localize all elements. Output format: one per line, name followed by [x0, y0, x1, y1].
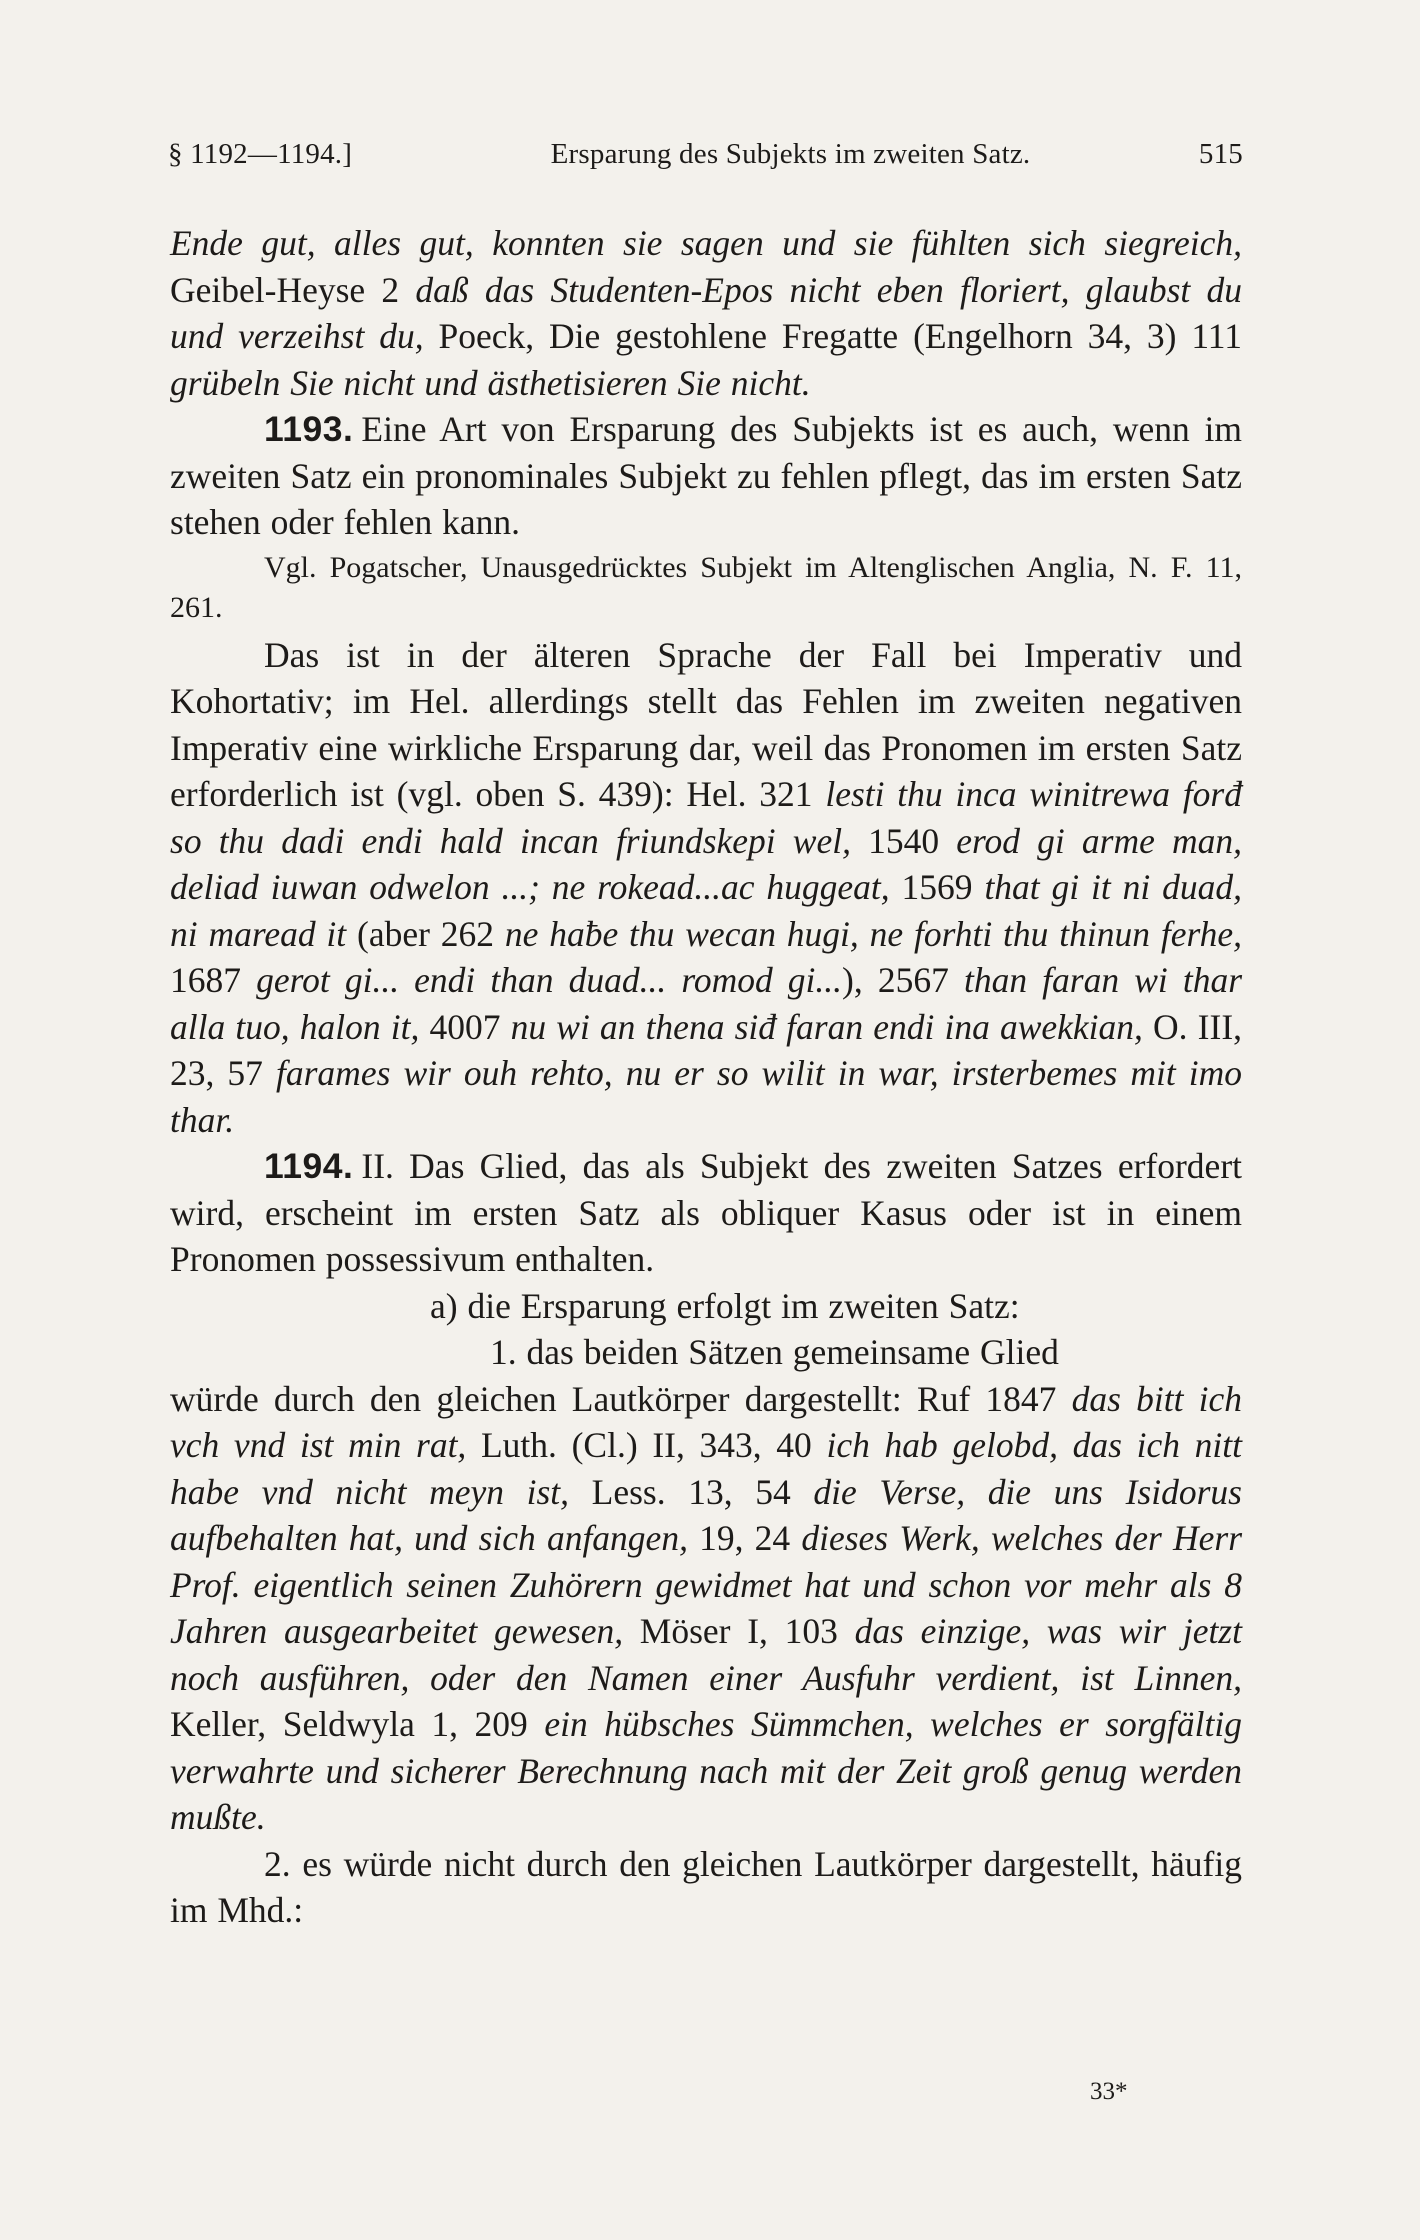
- reference-note: Vgl. Pogatscher, Unausgedrücktes Subjekt im Altenglischen Anglia, N. F. 11, 261.: [170, 550, 1242, 624]
- example-quote: ich hab gelobd, das ich nitt habe vnd nicht meyn ist,: [170, 1425, 1242, 1512]
- example-quote: das einzige, was wir jetzt noch ausführen, oder den Namen einer Ausfuhr verdient, ist Linnen,: [170, 1611, 1242, 1698]
- citation: Less. 13, 54: [569, 1471, 814, 1512]
- citation: Keller, Seldwyla 1, 209: [170, 1704, 545, 1744]
- example-quote: ne haƀe thu wecan hugi, ne forhti thu thinun ferhe,: [504, 913, 1243, 954]
- body-text: [170, 220, 1242, 1934]
- example-quote: than faran wi thar alla tuo, halon it,: [170, 960, 1243, 1047]
- citation: Poeck, Die gestohlene Fregatte (Engelhorn 34, 3) 111: [423, 316, 1242, 356]
- paragraph-examples: [170, 1376, 1242, 1841]
- section-1193: [170, 406, 1242, 546]
- paragraph-heliand: [170, 632, 1242, 1144]
- page-number: 515: [1198, 138, 1243, 170]
- citation: 19, 24: [687, 1518, 802, 1558]
- example-quote: lesti thu inca winitrewa forđ so thu dadi endi hald incan friundskepi wel,: [170, 774, 1242, 861]
- section-number: 1194.: [264, 1146, 354, 1186]
- citation: Geibel-Heyse 2: [170, 269, 416, 310]
- paragraph-continuation: [170, 220, 1242, 406]
- subheading-2: 2. es würde nicht durch den gleichen Lautkörper dargestellt, häufig im Mhd.:: [170, 1843, 1242, 1930]
- chapter-title: Ersparung des Subjekts im zweiten Satz.: [550, 138, 1031, 170]
- text-run: Das ist in der älteren Sprache der Fall bei Imperativ und Kohortativ; im Hel. allerdings stellt das Fehlen im zweiten negativen Imperativ eine wirkliche Ersparung dar, weil das Pronomen im ersten Satz erforderlich ist (vgl. oben S. 439): Hel. 321: [170, 634, 1242, 814]
- citation: Möser I, 103: [623, 1611, 855, 1651]
- citation: (aber 262: [346, 913, 505, 954]
- subheading-1: 1. das beiden Sätzen gemeinsame Glied: [490, 1332, 1059, 1372]
- example-quote: erod gi arme man, deliad iuwan odwelon ...; ne rokead...ac huggeat,: [170, 820, 1242, 907]
- example-quote: das bitt ich vch vnd ist min rat,: [170, 1378, 1242, 1465]
- citation: O. III, 23, 57: [170, 1006, 1243, 1093]
- citation: 1687: [170, 960, 257, 1000]
- citation: 1569: [889, 867, 985, 907]
- running-head: [168, 138, 1243, 171]
- citation: 4007: [419, 1006, 511, 1047]
- example-quote: that gi it ni duad, ni maread it: [170, 867, 1242, 954]
- text-run: würde durch den gleichen Lautkörper dargestellt: Ruf 1847: [170, 1378, 1072, 1419]
- example-quote: daß das Studenten-Epos nicht eben floriert, glaubst du und verzeihst du,: [170, 269, 1242, 356]
- section-range: § 1192—1194.]: [168, 138, 353, 170]
- subheading-a: a) die Ersparung erfolgt im zweiten Satz:: [430, 1285, 1020, 1326]
- example-quote: gerot gi... endi than duad... romod gi...: [256, 960, 843, 1000]
- example-quote: nu wi an thena siđ faran endi ina awekkian,: [510, 1006, 1143, 1047]
- example-quote: farames wir ouh rehto, nu er so wilit in war, irsterbemes mit imo thar.: [170, 1053, 1243, 1140]
- example-quote: ein hübsches Sümmchen, welches er sorgfältig verwahrte und sicherer Berechnung nach mit der Zeit groß genug werden mußte.: [170, 1704, 1242, 1837]
- citation: Luth. (Cl.) II, 343, 40: [466, 1425, 827, 1465]
- section-1194: [170, 1143, 1242, 1283]
- section-text: II. Das Glied, das als Subjekt des zweiten Satzes erfordert wird, erscheint im ersten Satz als obliquer Kasus oder ist in einem Pronomen possessivum enthalten.: [170, 1146, 1242, 1279]
- example-quote: die Verse, die uns Isidorus aufbehalten hat, und sich anfangen,: [170, 1471, 1242, 1558]
- section-number: 1193.: [264, 409, 354, 449]
- signature-mark: 33*: [1090, 2078, 1128, 2105]
- example-quote: dieses Werk, welches der Herr Prof. eigentlich seinen Zuhörern gewidmet hat und schon vor mehr als 8 Jahren ausgearbeitet gewesen,: [170, 1518, 1243, 1651]
- citation: ), 2567: [842, 960, 964, 1000]
- example-quote: grübeln Sie nicht und ästhetisieren Sie nicht.: [170, 362, 811, 403]
- example-quote: Ende gut, alles gut, konnten sie sagen und sie fühlten sich siegreich,: [170, 223, 1242, 263]
- citation: 1540: [850, 820, 957, 861]
- section-text: Eine Art von Ersparung des Subjekts ist es auch, wenn im zweiten Satz ein pronominales Subjekt zu fehlen pflegt, das im ersten Satz stehen oder fehlen kann.: [170, 409, 1242, 542]
